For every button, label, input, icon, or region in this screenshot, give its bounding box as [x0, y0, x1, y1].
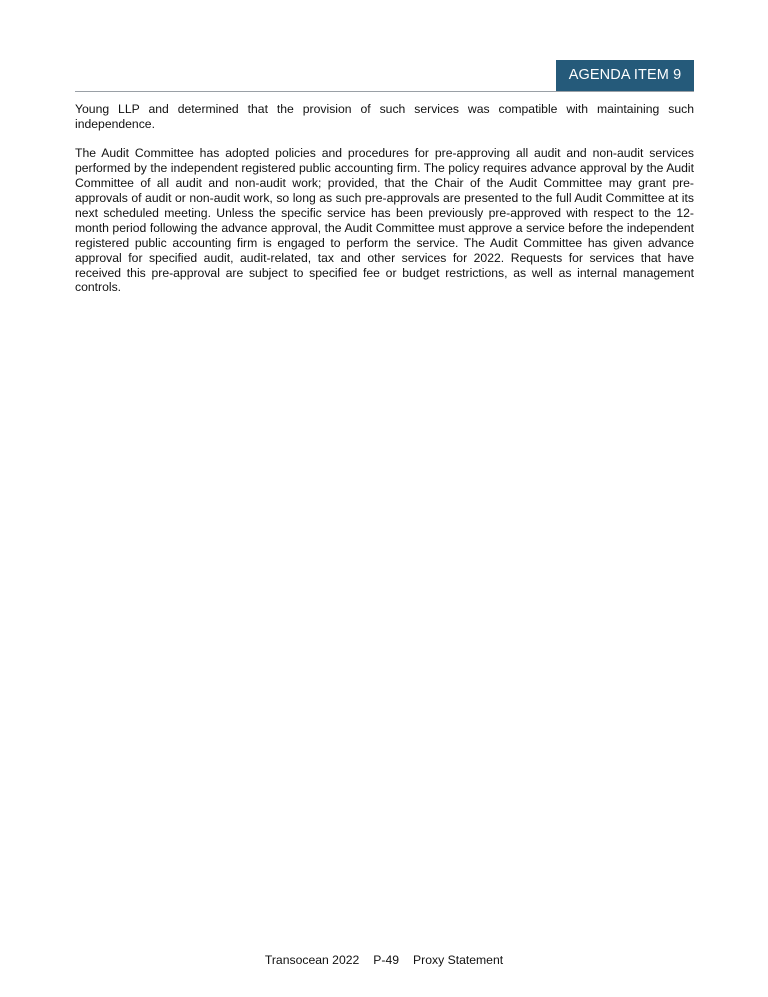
footer-document-title: Proxy Statement	[413, 953, 504, 967]
footer-company: Transocean 2022	[264, 953, 360, 967]
paragraph: Young LLP and determined that the provision of such services was compatible with maintaining such independence.	[75, 102, 694, 131]
footer-page-number: P-49	[373, 953, 400, 967]
paragraph: The Audit Committee has adopted policies and procedures for pre-approving all audit and non-audit services performed by the independent registered public accounting firm. The policy requires advance approval by the Audit Committee of all audit and non-audit work; provided, that the Chair of the Audit Committee may grant pre-approvals of audit or non-audit work, so long as such pre-approvals are presented to the full Audit Committee at its next scheduled meeting. Unless the specific service has been previously pre-approved with respect to the 12-month period following the advance approval, the Audit Committee must approve a service before the independent registered public accounting firm is engaged to perform the service. The Audit Committee has given advance approval for specified audit, audit-related, tax and other services for 2022. Requests for services that have received this pre-approval are subject to specified fee or budget restrictions, as well as internal management controls.	[75, 146, 694, 295]
agenda-item-label: AGENDA ITEM 9	[556, 60, 694, 91]
page-body	[75, 102, 694, 295]
header-divider	[75, 91, 694, 92]
page-footer	[0, 953, 768, 967]
